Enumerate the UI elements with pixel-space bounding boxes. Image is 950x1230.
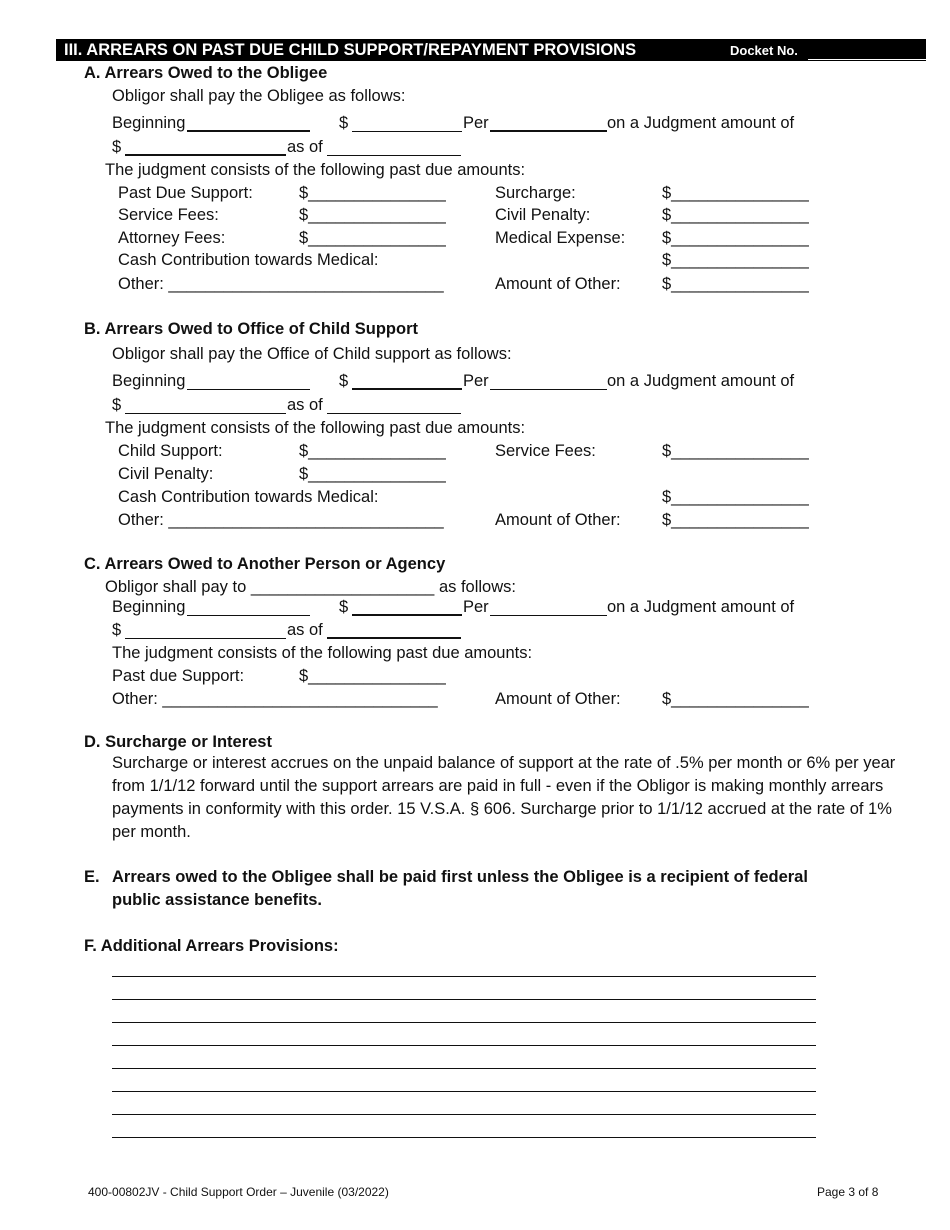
section-a-consists: The judgment consists of the following past due amounts: — [105, 161, 526, 179]
section-a-service-fees-field[interactable]: $_______________ — [299, 206, 446, 224]
section-b-amount-other-field[interactable]: $_______________ — [662, 511, 809, 529]
section-c-amount-other-field[interactable]: $_______________ — [662, 690, 809, 708]
section-b-amount-dollar: $ — [339, 372, 349, 390]
section-a-amount-dollar: $ — [339, 114, 349, 132]
section-a-judgment-field[interactable] — [125, 154, 286, 156]
section-b-as-of-field[interactable] — [327, 413, 461, 414]
section-a-amount-other-label: Amount of Other: — [495, 275, 621, 293]
section-b-cash-medical-label: Cash Contribution towards Medical: — [118, 488, 379, 506]
section-c-per-label: Per — [463, 598, 489, 616]
section-d-text: Surcharge or interest accrues on the unpaid balance of support at the rate of .5% per month or 6% per year from 1/1/12 forward until the support arrears are paid in full - even if the Obligor is making monthly arrears payments in conformity with this order. 15 V.S.A. § 606. Surcharge prior to 1/1/12 accrued at the rate of 1% per month. — [112, 754, 896, 841]
section-b-service-fees-label: Service Fees: — [495, 442, 596, 460]
section-a-cash-medical-field[interactable]: $_______________ — [662, 251, 809, 269]
additional-provisions-line[interactable] — [112, 1137, 816, 1138]
additional-provisions-line[interactable] — [112, 1022, 816, 1023]
section-c-past-due-support-label: Past due Support: — [112, 667, 245, 685]
section-e-letter: E. — [84, 868, 100, 886]
section-a-amount-field[interactable] — [352, 131, 462, 132]
section-title: III. ARREARS ON PAST DUE CHILD SUPPORT/REPAYMENT PROVISIONS — [64, 41, 637, 59]
section-b-as-of-label: as of — [287, 396, 323, 414]
section-b-per-label: Per — [463, 372, 489, 390]
section-c-judgment-field[interactable] — [125, 638, 286, 639]
section-b-judgment-field[interactable] — [125, 413, 286, 414]
section-a-as-of-label: as of — [287, 138, 323, 156]
section-a-past-due-support-label: Past Due Support: — [118, 184, 253, 202]
docket-number-field[interactable] — [808, 41, 926, 60]
section-a-beginning-label: Beginning — [112, 114, 186, 132]
section-c-beginning-field[interactable] — [187, 615, 310, 616]
section-a-amount-other-field[interactable]: $_______________ — [662, 275, 809, 293]
section-a-service-fees-label: Service Fees: — [118, 206, 219, 224]
section-a-surcharge-label: Surcharge: — [495, 184, 576, 202]
footer-form-id: 400-00802JV - Child Support Order – Juvenile (03/2022) — [88, 1185, 389, 1199]
section-b-beginning-label: Beginning — [112, 372, 186, 390]
section-f-heading: F. Additional Arrears Provisions: — [84, 937, 339, 955]
section-a-judgment-dollar: $ — [112, 138, 122, 156]
section-b-judgment-dollar: $ — [112, 396, 122, 414]
section-a-as-of-field[interactable] — [327, 155, 461, 156]
section-a-judgment-label: on a Judgment amount of — [607, 114, 795, 132]
section-c-beginning-label: Beginning — [112, 598, 186, 616]
section-b-heading: B. Arrears Owed to Office of Child Support — [84, 320, 418, 338]
section-b-civil-penalty-field[interactable]: $_______________ — [299, 465, 446, 483]
section-c-past-due-support-field[interactable]: $_______________ — [299, 667, 446, 685]
additional-provisions-line[interactable] — [112, 999, 816, 1000]
section-a-medical-expense-field[interactable]: $_______________ — [662, 229, 809, 247]
section-a-per-field[interactable] — [490, 130, 607, 132]
section-b-other-field[interactable]: Other: ______________________________ — [118, 511, 444, 529]
section-c-consists: The judgment consists of the following past due amounts: — [112, 644, 533, 662]
additional-provisions-line[interactable] — [112, 1114, 816, 1115]
section-b-consists: The judgment consists of the following past due amounts: — [105, 419, 526, 437]
section-b-amount-other-label: Amount of Other: — [495, 511, 621, 529]
section-b-intro: Obligor shall pay the Office of Child support as follows: — [112, 345, 512, 363]
section-a-civil-penalty-label: Civil Penalty: — [495, 206, 591, 224]
section-a-past-due-support-field[interactable]: $_______________ — [299, 184, 446, 202]
additional-provisions-line[interactable] — [112, 1045, 816, 1046]
section-c-heading: C. Arrears Owed to Another Person or Agency — [84, 555, 446, 573]
section-a-other-field[interactable]: Other: ______________________________ — [118, 275, 444, 293]
section-b-service-fees-field[interactable]: $_______________ — [662, 442, 809, 460]
section-b-child-support-field[interactable]: $_______________ — [299, 442, 446, 460]
section-a-intro: Obligor shall pay the Obligee as follows: — [112, 87, 406, 105]
section-a-civil-penalty-field[interactable]: $_______________ — [662, 206, 809, 224]
section-c-other-field[interactable]: Other: ______________________________ — [112, 690, 438, 708]
section-a-heading: A. Arrears Owed to the Obligee — [84, 64, 328, 82]
section-b-amount-field[interactable] — [352, 388, 462, 390]
section-c-judgment-dollar: $ — [112, 621, 122, 639]
additional-provisions-line[interactable] — [112, 976, 816, 977]
section-c-amount-dollar: $ — [339, 598, 349, 616]
section-c-intro[interactable]: Obligor shall pay to ____________________ as follows: — [105, 578, 516, 596]
footer-page-number: Page 3 of 8 — [817, 1185, 879, 1199]
section-a-attorney-fees-label: Attorney Fees: — [118, 229, 226, 247]
section-c-judgment-label: on a Judgment amount of — [607, 598, 795, 616]
section-b-beginning-field[interactable] — [187, 389, 310, 390]
section-b-child-support-label: Child Support: — [118, 442, 223, 460]
docket-label: Docket No. — [730, 43, 798, 58]
section-b-civil-penalty-label: Civil Penalty: — [118, 465, 214, 483]
section-c-as-of-label: as of — [287, 621, 323, 639]
additional-provisions-line[interactable] — [112, 1068, 816, 1069]
section-c-amount-field[interactable] — [352, 614, 462, 616]
section-e-text: Arrears owed to the Obligee shall be paid first unless the Obligee is a recipient of federal public assistance benefits. — [112, 868, 808, 909]
additional-provisions-line[interactable] — [112, 1091, 816, 1092]
section-c-per-field[interactable] — [490, 615, 607, 616]
section-a-attorney-fees-field[interactable]: $_______________ — [299, 229, 446, 247]
section-a-beginning-field[interactable] — [187, 130, 310, 132]
section-a-cash-medical-label: Cash Contribution towards Medical: — [118, 251, 379, 269]
section-b-per-field[interactable] — [490, 389, 607, 390]
section-a-per-label: Per — [463, 114, 489, 132]
section-c-amount-other-label: Amount of Other: — [495, 690, 621, 708]
section-b-cash-medical-field[interactable]: $_______________ — [662, 488, 809, 506]
section-c-as-of-field[interactable] — [327, 637, 461, 639]
section-a-surcharge-field[interactable]: $_______________ — [662, 184, 809, 202]
section-d-heading: D. Surcharge or Interest — [84, 733, 272, 751]
section-a-medical-expense-label: Medical Expense: — [495, 229, 626, 247]
section-b-judgment-label: on a Judgment amount of — [607, 372, 795, 390]
